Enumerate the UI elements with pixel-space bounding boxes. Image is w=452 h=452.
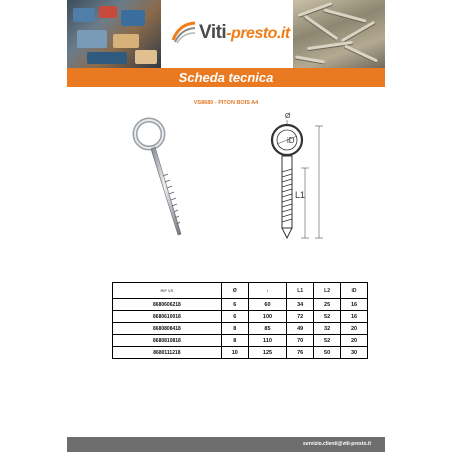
cell-diameter: 8: [221, 335, 248, 347]
contact-email-link[interactable]: servizio.clienti@viti-presto.it: [303, 441, 371, 447]
table-row: [113, 347, 368, 359]
footer-bar: [67, 437, 385, 452]
cell-l1: 70: [287, 335, 314, 347]
inner-diameter-label: iD: [287, 136, 295, 145]
length-label: L1: [295, 190, 306, 200]
logo-swoosh-icon: [171, 20, 197, 44]
cell-l1: 49: [287, 323, 314, 335]
col-header-diameter: Ø: [221, 283, 248, 299]
table-row: [113, 311, 368, 323]
cell-id: 16: [341, 311, 368, 323]
cell-l2: 50: [314, 347, 341, 359]
cell-l2: 52: [314, 311, 341, 323]
brand-domain: -presto.it: [226, 25, 290, 42]
header: [67, 0, 385, 68]
technical-drawing: [253, 116, 333, 242]
cell-id: 16: [341, 299, 368, 311]
section-title: Scheda tecnica: [178, 70, 274, 85]
cell-diameter: 10: [221, 347, 248, 359]
table-row: [113, 335, 368, 347]
cell-l1: 34: [287, 299, 314, 311]
table-row: [113, 323, 368, 335]
cell-diameter: 8: [221, 323, 248, 335]
title-bar: [67, 68, 385, 87]
cell-l2: 25: [314, 299, 341, 311]
cell-diameter: 6: [221, 311, 248, 323]
col-header-l2: L2: [314, 283, 341, 299]
cell-id: 20: [341, 323, 368, 335]
table-header-row: [113, 283, 368, 299]
cell-l1: 72: [287, 311, 314, 323]
cell-length: 125: [248, 347, 286, 359]
cell-ref: 8680610018: [113, 311, 222, 323]
cell-id: 20: [341, 335, 368, 347]
screws-photo: [293, 0, 385, 68]
col-header-length: l: [248, 283, 286, 299]
brand-logo: [171, 18, 291, 48]
col-header-id: iD: [341, 283, 368, 299]
cell-l1: 76: [287, 347, 314, 359]
cell-ref: 8680810818: [113, 335, 222, 347]
col-header-ref: RIF VS: [113, 283, 222, 299]
cell-id: 30: [341, 347, 368, 359]
diameter-label: Ø: [285, 113, 291, 120]
cell-ref: 8680111218: [113, 347, 222, 359]
datasheet-page: [67, 0, 385, 452]
col-header-l1: L1: [287, 283, 314, 299]
cell-length: 60: [248, 299, 286, 311]
cell-l2: 52: [314, 335, 341, 347]
cell-length: 85: [248, 323, 286, 335]
cell-diameter: 6: [221, 299, 248, 311]
cell-length: 110: [248, 335, 286, 347]
cell-ref: 8680606218: [113, 299, 222, 311]
brand-name: Viti-presto.it: [199, 22, 290, 43]
spec-table: [112, 282, 368, 359]
eye-screw-illustration: [127, 116, 187, 240]
cell-ref: 8680808418: [113, 323, 222, 335]
workshop-photo: [67, 0, 161, 68]
cell-length: 100: [248, 311, 286, 323]
table-row: [113, 299, 368, 311]
product-title: VS8680 - PITON BOIS A4: [193, 100, 259, 106]
cell-l2: 32: [314, 323, 341, 335]
